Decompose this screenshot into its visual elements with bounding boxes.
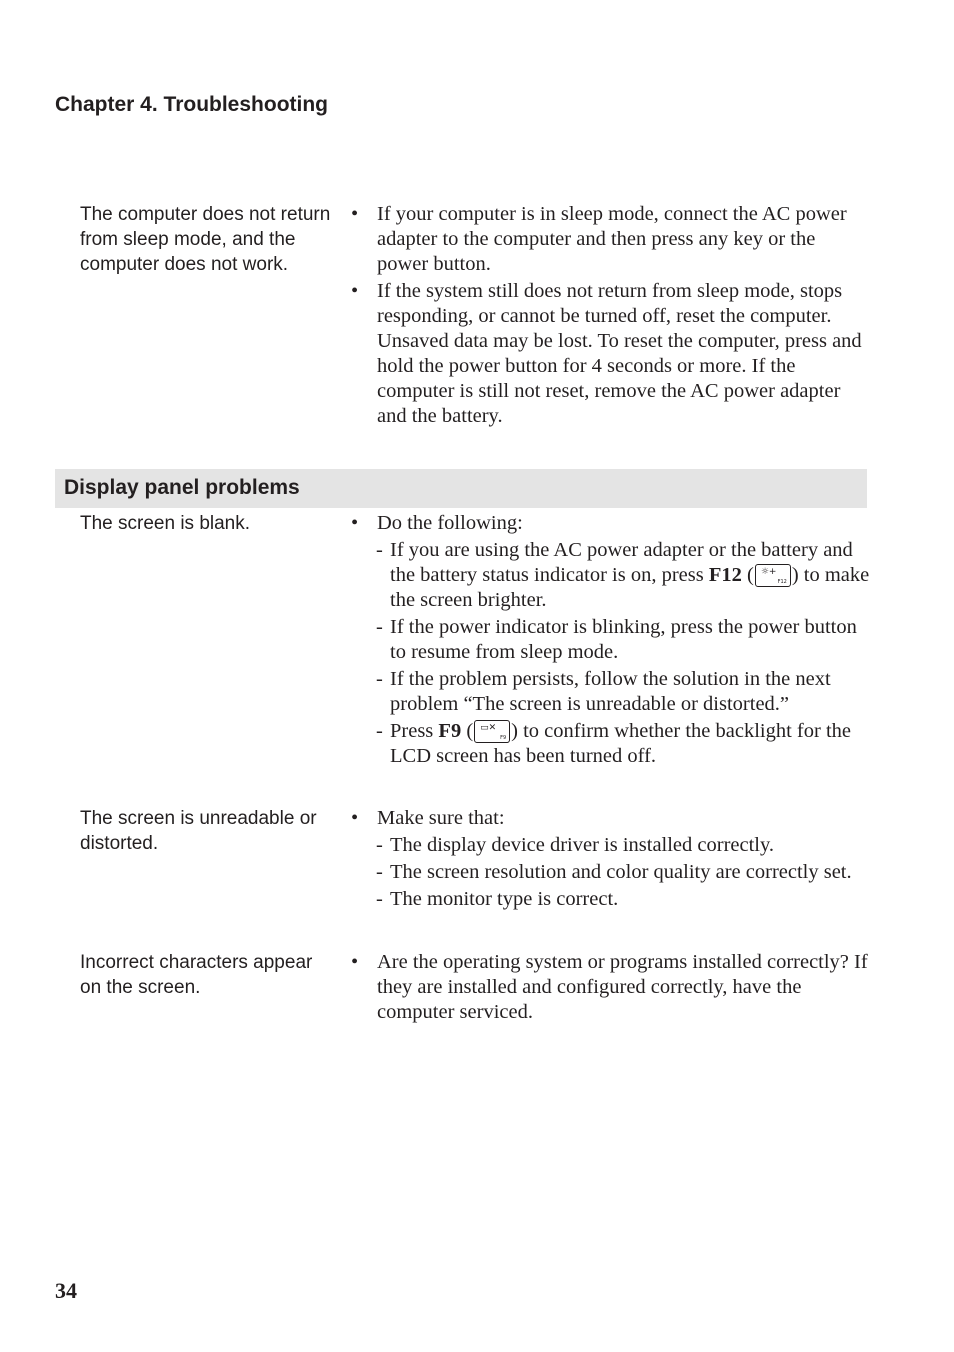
bullet-text: Make sure that: — [377, 807, 505, 829]
key-glyph: ☼+ — [760, 567, 777, 577]
dash-glyph: - — [376, 668, 383, 690]
backlight-off-key-icon — [474, 720, 510, 743]
bullet-glyph: • — [351, 280, 359, 302]
solution-cell — [351, 511, 871, 771]
key-name: F9 — [438, 720, 462, 742]
section-header — [55, 469, 867, 508]
solution-bullet — [351, 511, 871, 536]
sub-text: The monitor type is correct. — [390, 888, 619, 910]
problem-text: Incorrect characters appear on the screen. — [80, 952, 313, 998]
bullet-glyph: • — [351, 203, 359, 225]
dash-glyph: - — [376, 720, 383, 742]
solution-bullet — [351, 950, 871, 1025]
solution-sub-item — [351, 719, 871, 769]
solution-sub-item — [351, 833, 871, 858]
sub-text-after: ) to confirm whether the backlight for the LCD screen has been turned off. — [390, 720, 851, 767]
solution-sub-item — [351, 667, 871, 717]
brightness-up-key-icon — [755, 564, 791, 587]
paren-open: ( — [466, 720, 474, 742]
solution-bullet — [351, 806, 871, 831]
solution-bullet — [351, 202, 871, 277]
dash-glyph: - — [376, 888, 383, 910]
bullet-text: If your computer is in sleep mode, connect the AC power adapter to the computer and then press any key or the power button. — [377, 203, 847, 275]
solution-sub-item — [351, 538, 871, 613]
solution-cell — [351, 202, 871, 431]
solution-sub-item — [351, 860, 871, 885]
bullet-text: If the system still does not return from sleep mode, stops responding, or cannot be turned off, reset the computer. Unsaved data may be lost. To reset the computer, press and hold the power button for 4 seconds or more. If the computer is still not reset, remove the AC power adapter and the battery. — [377, 280, 862, 427]
solution-sub-item — [351, 887, 871, 912]
key-name: F12 — [708, 564, 742, 586]
dash-glyph: - — [376, 861, 383, 883]
dash-glyph: - — [376, 616, 383, 638]
sub-text: The screen resolution and color quality are correctly set. — [390, 861, 852, 883]
bullet-glyph: • — [351, 951, 359, 973]
key-label: F9 — [500, 735, 507, 741]
solution-bullet — [351, 279, 871, 429]
chapter-title: Chapter 4. Troubleshooting — [55, 93, 329, 116]
bullet-text: Are the operating system or programs installed correctly? If they are installed and configured correctly, have the computer serviced. — [377, 951, 868, 1023]
paren-open: ( — [746, 564, 754, 586]
page-number: 34 — [55, 1278, 77, 1303]
problem-text: The computer does not return from sleep mode, and the computer does not work. — [80, 204, 331, 275]
bullet-text: Do the following: — [377, 512, 523, 534]
sub-text: If you are using the AC power adapter or the battery and the battery status indicator is on, press — [390, 539, 853, 586]
problem-text: The screen is blank. — [80, 513, 251, 534]
key-label: F12 — [777, 579, 787, 585]
solution-cell — [351, 950, 871, 1027]
solution-sub-item — [351, 615, 871, 665]
sub-text: If the power indicator is blinking, press the power button to resume from sleep mode. — [390, 616, 857, 663]
problem-text: The screen is unreadable or distorted. — [80, 808, 317, 854]
sub-text: If the problem persists, follow the solution in the next problem “The screen is unreadable or distorted.” — [390, 668, 831, 715]
bullet-glyph: • — [351, 807, 359, 829]
key-glyph: ▭✕ — [480, 723, 497, 733]
sub-text-after: ) to make the screen brighter. — [390, 564, 870, 611]
sub-text: Press — [390, 720, 434, 742]
bullet-glyph: • — [351, 512, 359, 534]
solution-cell — [351, 806, 871, 914]
dash-glyph: - — [376, 834, 383, 856]
sub-text: The display device driver is installed correctly. — [390, 834, 775, 856]
section-title: Display panel problems — [64, 476, 300, 499]
dash-glyph: - — [376, 539, 383, 561]
